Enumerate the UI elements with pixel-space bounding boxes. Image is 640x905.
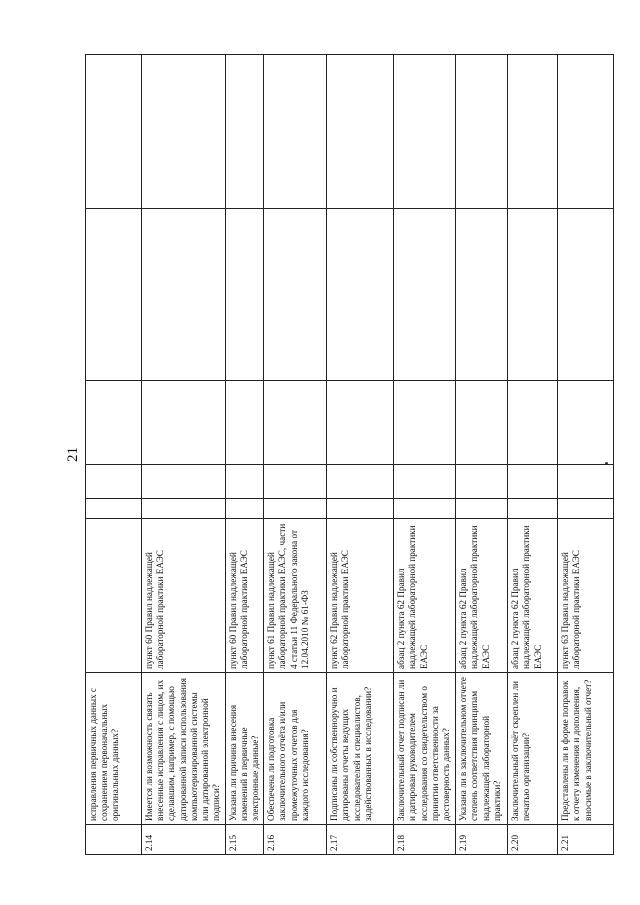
- table-row: [327, 55, 394, 855]
- empty-cell: [456, 381, 508, 465]
- reference-cell: абзац 2 пункта 62 Правил надлежащей лабораторной практики ЕАЭС: [394, 519, 456, 673]
- empty-cell: [508, 209, 558, 381]
- empty-cell: [456, 465, 508, 499]
- empty-cell: [508, 55, 558, 209]
- table-row: [142, 55, 226, 855]
- empty-cell: [558, 381, 614, 465]
- table-row: [456, 55, 508, 855]
- empty-cell: [264, 499, 327, 519]
- question-cell: Обеспечена ли подготовка заключительного отчёта и/или промежуточных отчетов для каждого исследования?: [264, 673, 327, 825]
- empty-cell: [86, 499, 142, 519]
- empty-cell: [456, 499, 508, 519]
- reference-cell: пункт 62 Правил надлежащей лабораторной практики ЕАЭС: [327, 519, 394, 673]
- row-number-cell: 2.16: [264, 825, 327, 855]
- table-row: [264, 55, 327, 855]
- empty-cell: [558, 499, 614, 519]
- question-cell: Указана ли причина внесения изменений в первичные электронные данные?: [225, 673, 264, 825]
- empty-cell: [86, 55, 142, 209]
- page-number: 21: [65, 447, 81, 462]
- empty-cell: [508, 499, 558, 519]
- row-number-cell: [86, 825, 142, 855]
- table-row: [558, 55, 614, 855]
- empty-cell: [327, 209, 394, 381]
- empty-cell: [327, 499, 394, 519]
- empty-cell: [327, 465, 394, 499]
- question-cell: Подписаны ли собственноручно и датированы отчеты ведущих исследователей и специалистов, задействованных в исследовании?: [327, 673, 394, 825]
- row-number-cell: 2.14: [142, 825, 226, 855]
- row-number-cell: 2.18: [394, 825, 456, 855]
- row-number-cell: 2.19: [456, 825, 508, 855]
- empty-cell: [142, 381, 226, 465]
- rotated-table-area: [85, 55, 627, 855]
- empty-cell: [142, 209, 226, 381]
- reference-cell: пункт 63 Правил надлежащей лабораторной практики ЕАЭС: [558, 519, 614, 673]
- empty-cell: [225, 209, 264, 381]
- empty-cell: [558, 209, 614, 381]
- empty-cell: [508, 381, 558, 465]
- checklist-table: [85, 54, 614, 855]
- empty-cell: [264, 55, 327, 209]
- table-row: [225, 55, 264, 855]
- question-cell: Заключительный отчет подписан ли и датирован руководителем исследования со свидетельством о принятии ответственности за достоверность данных?: [394, 673, 456, 825]
- empty-cell: [225, 55, 264, 209]
- table-row: [508, 55, 558, 855]
- empty-cell: [225, 499, 264, 519]
- row-number-cell: 2.21: [558, 825, 614, 855]
- table-row: [86, 55, 142, 855]
- reference-cell: пункт 60 Правил надлежащей лабораторной практики ЕАЭС: [225, 519, 264, 673]
- empty-cell: [142, 465, 226, 499]
- reference-cell: абзац 2 пункта 62 Правил надлежащей лабораторной практики ЕАЭС: [456, 519, 508, 673]
- question-cell: Заключительный отчёт скреплен ли печатью организации?: [508, 673, 558, 825]
- empty-cell: [142, 55, 226, 209]
- question-cell: Имеется ли возможность связать внесенные исправления с лицом, их сделавшим, например, с помощью датированной записи использования компьютеризированной системы или датированной электронной подписи?: [142, 673, 226, 825]
- reference-cell: пункт 61 Правил надлежащей лабораторной практики ЕАЭС, части 4 статьи 11 Федерального закона от 12.04.2010 № 61-ФЗ: [264, 519, 327, 673]
- question-cell: Представлены ли в форме поправок к отчету изменения и дополнения, вносимые в заключительный отчет?: [558, 673, 614, 825]
- empty-cell: [264, 381, 327, 465]
- row-number-cell: 2.15: [225, 825, 264, 855]
- empty-cell: [558, 465, 614, 499]
- empty-cell: [558, 55, 614, 209]
- question-cell: исправления первичных данных с сохранением первоначальных оригинальных данных?: [86, 673, 142, 825]
- empty-cell: [394, 499, 456, 519]
- question-cell: Указана ли в заключительном отчете степень соответствия принципам надлежащей лабораторной практики?: [456, 673, 508, 825]
- empty-cell: [456, 55, 508, 209]
- empty-cell: [508, 465, 558, 499]
- empty-cell: [394, 55, 456, 209]
- empty-cell: [225, 465, 264, 499]
- empty-cell: [264, 209, 327, 381]
- empty-cell: [264, 465, 327, 499]
- empty-cell: [394, 381, 456, 465]
- empty-cell: [327, 381, 394, 465]
- empty-cell: [142, 499, 226, 519]
- empty-cell: [327, 55, 394, 209]
- empty-cell: [86, 465, 142, 499]
- empty-cell: [86, 209, 142, 381]
- empty-cell: [225, 381, 264, 465]
- empty-cell: [394, 209, 456, 381]
- reference-cell: абзац 2 пункта 62 Правил надлежащей лабораторной практики ЕАЭС: [508, 519, 558, 673]
- reference-cell: [86, 519, 142, 673]
- reference-cell: пункт 60 Правил надлежащей лабораторной практики ЕАЭС: [142, 519, 226, 673]
- row-number-cell: 2.20: [508, 825, 558, 855]
- empty-cell: [456, 209, 508, 381]
- row-number-cell: 2.17: [327, 825, 394, 855]
- empty-cell: [86, 381, 142, 465]
- table-row: [394, 55, 456, 855]
- empty-cell: [394, 465, 456, 499]
